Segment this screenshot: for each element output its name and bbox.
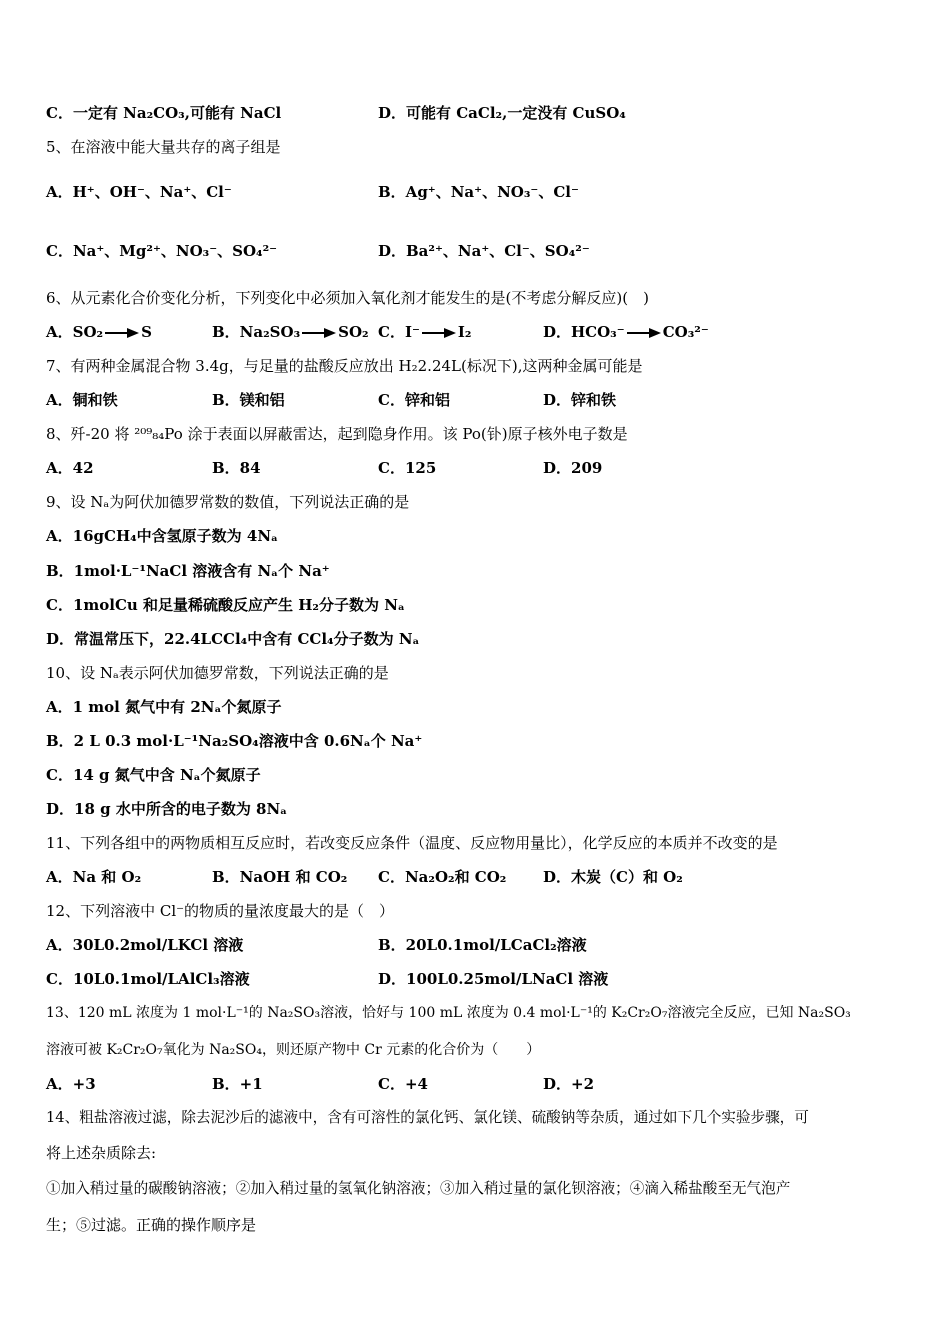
reaction-arrow-icon xyxy=(627,328,661,338)
q8-option-a: A．42 xyxy=(46,459,94,477)
q6-option-b-product: SO₂ xyxy=(338,323,369,341)
q10-option-d: D．18 g 水中所含的电子数为 8Nₐ xyxy=(46,800,288,818)
q11-option-c: C．Na₂O₂和 CO₂ xyxy=(378,868,507,886)
q7-option-b: B．镁和铝 xyxy=(212,391,285,409)
q7-option-a: A．铜和铁 xyxy=(46,391,118,409)
q11-option-d: D．木炭（C）和 O₂ xyxy=(543,868,683,886)
q5-option-a: A．H⁺、OH⁻、Na⁺、Cl⁻ xyxy=(46,183,232,201)
q9-option-b: B．1mol·L⁻¹NaCl 溶液含有 Nₐ个 Na⁺ xyxy=(46,562,330,580)
q5-option-c: C．Na⁺、Mg²⁺、NO₃⁻、SO₄²⁻ xyxy=(46,242,278,260)
q6-option-c xyxy=(378,322,471,342)
q13-stem-line1: 13、120 mL 浓度为 1 mol·L⁻¹的 Na₂SO₃溶液，恰好与 100 mL 浓度为 0.4 mol·L⁻¹的 K₂Cr₂O₇溶液完全反应，已知 Na₂SO₃ xyxy=(46,1005,851,1021)
q9-option-a: A．16gCH₄中含氢原子数为 4Nₐ xyxy=(46,527,279,545)
q7-stem: 7、有两种金属混合物 3.4g，与足量的盐酸反应放出 H₂2.24L(标况下),这两种金属可能是 xyxy=(46,357,643,375)
q6-option-b-reactant: B．Na₂SO₃ xyxy=(212,323,301,341)
q6-option-a-reactant: A．SO₂ xyxy=(46,323,104,341)
q9-option-c: C．1molCu 和足量稀硫酸反应产生 H₂分子数为 Nₐ xyxy=(46,596,405,614)
q13-option-b: B．+1 xyxy=(212,1075,263,1093)
q7-option-d: D．锌和铁 xyxy=(543,391,617,409)
q14-steps-line2: 生；⑤过滤。正确的操作顺序是 xyxy=(46,1216,257,1234)
q10-option-b: B．2 L 0.3 mol·L⁻¹Na₂SO₄溶液中含 0.6Nₐ个 Na⁺ xyxy=(46,732,423,750)
q11-option-a: A．Na 和 O₂ xyxy=(46,868,142,886)
q6-option-d-reactant: D．HCO₃⁻ xyxy=(543,323,625,341)
q6-stem: 6、从元素化合价变化分析，下列变化中必须加入氧化剂才能发生的是(不考虑分解反应)( ) xyxy=(46,289,649,307)
q14-stem-line2: 将上述杂质除去: xyxy=(46,1144,157,1162)
q13-option-a: A．+3 xyxy=(46,1075,96,1093)
q11-stem: 11、下列各组中的两物质相互反应时，若改变反应条件（温度、反应物用量比），化学反应的本质并不改变的是 xyxy=(46,834,778,852)
q13-option-d: D．+2 xyxy=(543,1075,595,1093)
reaction-arrow-icon xyxy=(302,328,336,338)
q6-option-a-product: S xyxy=(141,323,152,341)
reaction-arrow-icon xyxy=(105,328,139,338)
q6-option-c-reactant: C．I⁻ xyxy=(378,323,420,341)
q9-option-d: D．常温常压下，22.4LCCl₄中含有 CCl₄分子数为 Nₐ xyxy=(46,630,420,648)
q6-option-a xyxy=(46,322,152,342)
q12-stem: 12、下列溶液中 Cl⁻的物质的量浓度最大的是（ ） xyxy=(46,902,395,920)
q14-stem-line1: 14、粗盐溶液过滤，除去泥沙后的滤液中，含有可溶性的氯化钙、氯化镁、硫酸钠等杂质，通过如下几个实验步骤，可 xyxy=(46,1109,809,1126)
q6-option-d xyxy=(543,322,709,342)
q5-option-d: D．Ba²⁺、Na⁺、Cl⁻、SO₄²⁻ xyxy=(378,242,590,260)
q13-stem-line2: 溶液可被 K₂Cr₂O₇氧化为 Na₂SO₄，则还原产物中 Cr 元素的化合价为（ ） xyxy=(46,1042,541,1058)
q9-stem: 9、设 Nₐ为阿伏加德罗常数的数值，下列说法正确的是 xyxy=(46,493,410,511)
q8-option-c: C．125 xyxy=(378,459,437,477)
q13-option-c: C．+4 xyxy=(378,1075,428,1093)
q11-option-b: B．NaOH 和 CO₂ xyxy=(212,868,348,886)
q12-option-b: B．20L0.1mol/LCaCl₂溶液 xyxy=(378,936,587,954)
q12-option-a: A．30L0.2mol/LKCl 溶液 xyxy=(46,936,244,954)
q5-option-b: B．Ag⁺、Na⁺、NO₃⁻、Cl⁻ xyxy=(378,183,579,201)
q6-option-d-product: CO₃²⁻ xyxy=(662,323,709,341)
q8-option-b: B．84 xyxy=(212,459,261,477)
q8-option-d: D．209 xyxy=(543,459,603,477)
q5-stem: 5、在溶液中能大量共存的离子组是 xyxy=(46,138,281,156)
q14-steps-line1: ①加入稍过量的碳酸钠溶液；②加入稍过量的氢氧化钠溶液；③加入稍过量的氯化钡溶液；④滴入稀盐酸至无气泡产 xyxy=(46,1180,791,1197)
q10-option-a: A．1 mol 氮气中有 2Nₐ个氮原子 xyxy=(46,698,282,716)
q4-option-c: C．一定有 Na₂CO₃,可能有 NaCl xyxy=(46,104,282,122)
q7-option-c: C．锌和铝 xyxy=(378,391,450,409)
q4-option-d: D．可能有 CaCl₂,一定没有 CuSO₄ xyxy=(378,104,626,122)
q12-option-d: D．100L0.25mol/LNaCl 溶液 xyxy=(378,970,609,988)
q10-option-c: C．14 g 氮气中含 Nₐ个氮原子 xyxy=(46,766,261,784)
q8-stem: 8、歼-20 将 ²⁰⁹₈₄Po 涂于表面以屏蔽雷达，起到隐身作用。该 Po(钋)原子核外电子数是 xyxy=(46,425,628,443)
q12-option-c: C．10L0.1mol/LAlCl₃溶液 xyxy=(46,970,250,988)
q6-option-b xyxy=(212,322,369,342)
reaction-arrow-icon xyxy=(422,328,456,338)
q10-stem: 10、设 Nₐ表示阿伏加德罗常数，下列说法正确的是 xyxy=(46,664,389,682)
q6-option-c-product: I₂ xyxy=(457,323,472,341)
